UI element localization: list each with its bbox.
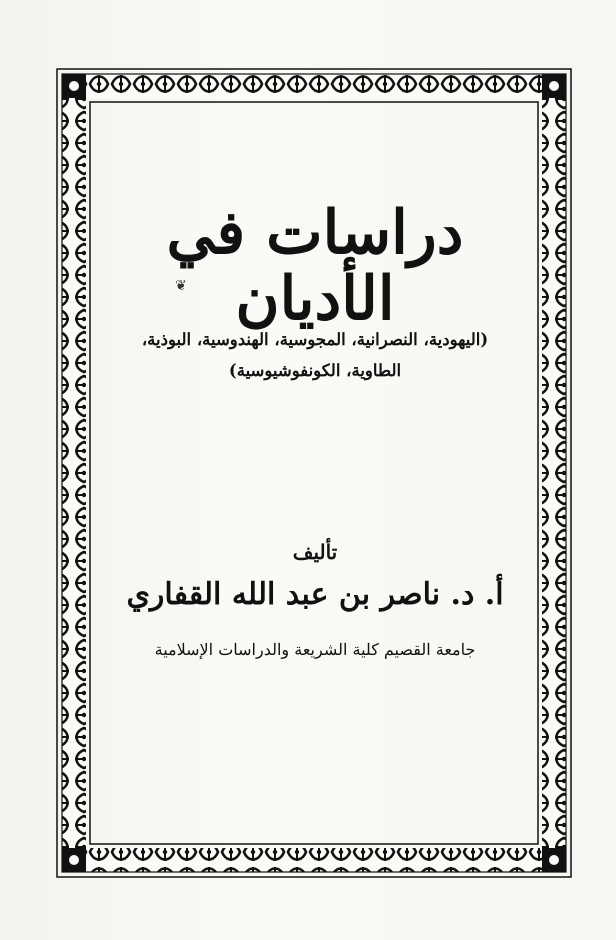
author-affiliation: جامعة القصيم كلية الشريعة والدراسات الإسلامية [154, 640, 476, 659]
calligraphy-flourish-icon: ❦ [175, 278, 187, 294]
book-subtitle [100, 325, 530, 386]
cover-content [100, 100, 530, 860]
subtitle-line-2: الطاوية، الكونفوشيوسية) [228, 360, 402, 380]
subtitle-line-1: (اليهودية، النصرانية، المجوسية، الهندوسية، البوذية، [141, 330, 489, 349]
author-label: تأليف [292, 540, 338, 564]
author-name: أ. د. ناصر بن عبد الله القفاري [126, 577, 504, 612]
book-title: دراسات في الأديان [166, 198, 464, 334]
